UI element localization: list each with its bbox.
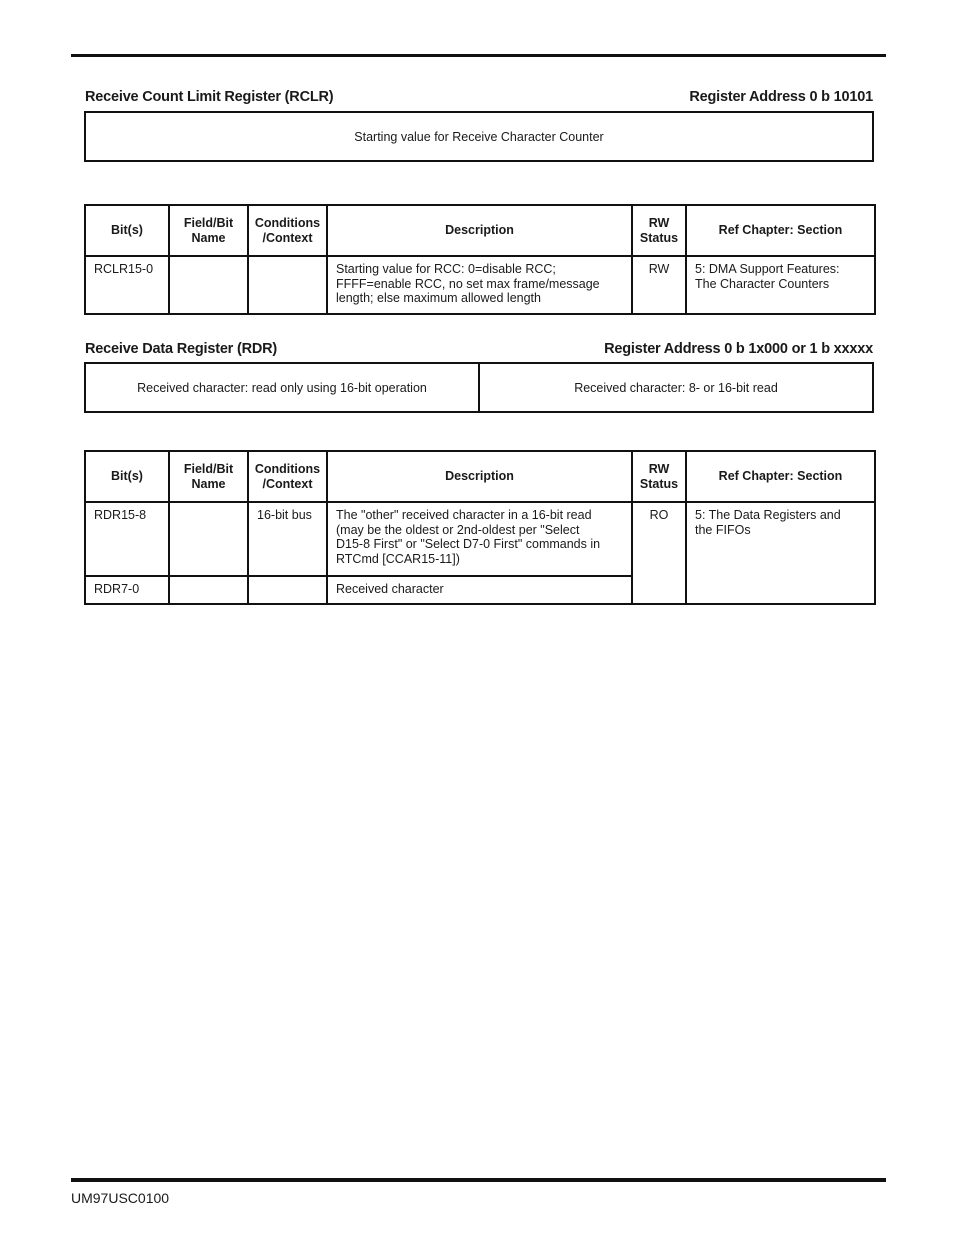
footer-doc-id: UM97USC0100	[71, 1190, 170, 1206]
cell-field	[169, 502, 248, 576]
rdr-field-8bit: Received character: 8- or 16-bit read	[478, 364, 872, 411]
cell-description: Starting value for RCC: 0=disable RCC; FFFF=enable RCC, no set max frame/message length; else maximum allowed length	[327, 256, 632, 314]
rclr-field: Starting value for Receive Character Counter	[354, 129, 604, 144]
col-header-field: Field/Bit Name	[169, 451, 248, 502]
rdr-field-16bit: Received character: read only using 16-bit operation	[137, 380, 427, 395]
cell-bits: RDR7-0	[85, 576, 169, 604]
top-rule	[71, 54, 886, 57]
col-header-ref: Ref Chapter: Section	[686, 205, 875, 256]
cell-field	[169, 256, 248, 314]
col-header-conditions: Conditions /Context	[248, 451, 327, 502]
cell-ref: 5: DMA Support Features: The Character Counters	[686, 256, 875, 314]
cell-field	[169, 576, 248, 604]
rclr-title: Receive Count Limit Register (RCLR)	[85, 89, 334, 105]
cell-bits: RCLR15-0	[85, 256, 169, 314]
cell-description: The "other" received character in a 16-bit read (may be the oldest or 2nd-oldest per "Select D15-8 First" or "Select D7-0 First" commands in RTCmd [CCAR15-11])	[327, 502, 632, 576]
col-header-bits: Bit(s)	[85, 451, 169, 502]
cell-rw: RO	[632, 502, 686, 604]
rdr-title: Receive Data Register (RDR)	[85, 341, 278, 357]
cell-conditions: 16-bit bus	[248, 502, 327, 576]
rclr-bit-table	[84, 204, 876, 315]
cell-bits: RDR15-8	[85, 502, 169, 576]
rdr-field-diagram	[84, 362, 874, 413]
cell-ref: 5: The Data Registers and the FIFOs	[686, 502, 875, 604]
rclr-field-diagram	[84, 111, 874, 162]
table-row	[85, 256, 875, 314]
col-header-description: Description	[327, 451, 632, 502]
rclr-heading	[85, 87, 873, 107]
col-header-ref: Ref Chapter: Section	[686, 451, 875, 502]
rclr-address: Register Address 0 b 10101	[689, 89, 873, 105]
rdr-address: Register Address 0 b 1x000 or 1 b xxxxx	[604, 341, 873, 357]
table-header-row	[85, 451, 875, 502]
col-header-rw: RW Status	[632, 451, 686, 502]
rdr-heading	[85, 339, 873, 359]
cell-description: Received character	[327, 576, 632, 604]
col-header-rw: RW Status	[632, 205, 686, 256]
col-header-field: Field/Bit Name	[169, 205, 248, 256]
cell-rw: RW	[632, 256, 686, 314]
cell-conditions	[248, 256, 327, 314]
col-header-conditions: Conditions /Context	[248, 205, 327, 256]
table-row	[85, 502, 875, 576]
col-header-description: Description	[327, 205, 632, 256]
col-header-bits: Bit(s)	[85, 205, 169, 256]
table-header-row	[85, 205, 875, 256]
bottom-rule	[71, 1178, 886, 1182]
cell-conditions	[248, 576, 327, 604]
rdr-bit-table	[84, 450, 876, 605]
